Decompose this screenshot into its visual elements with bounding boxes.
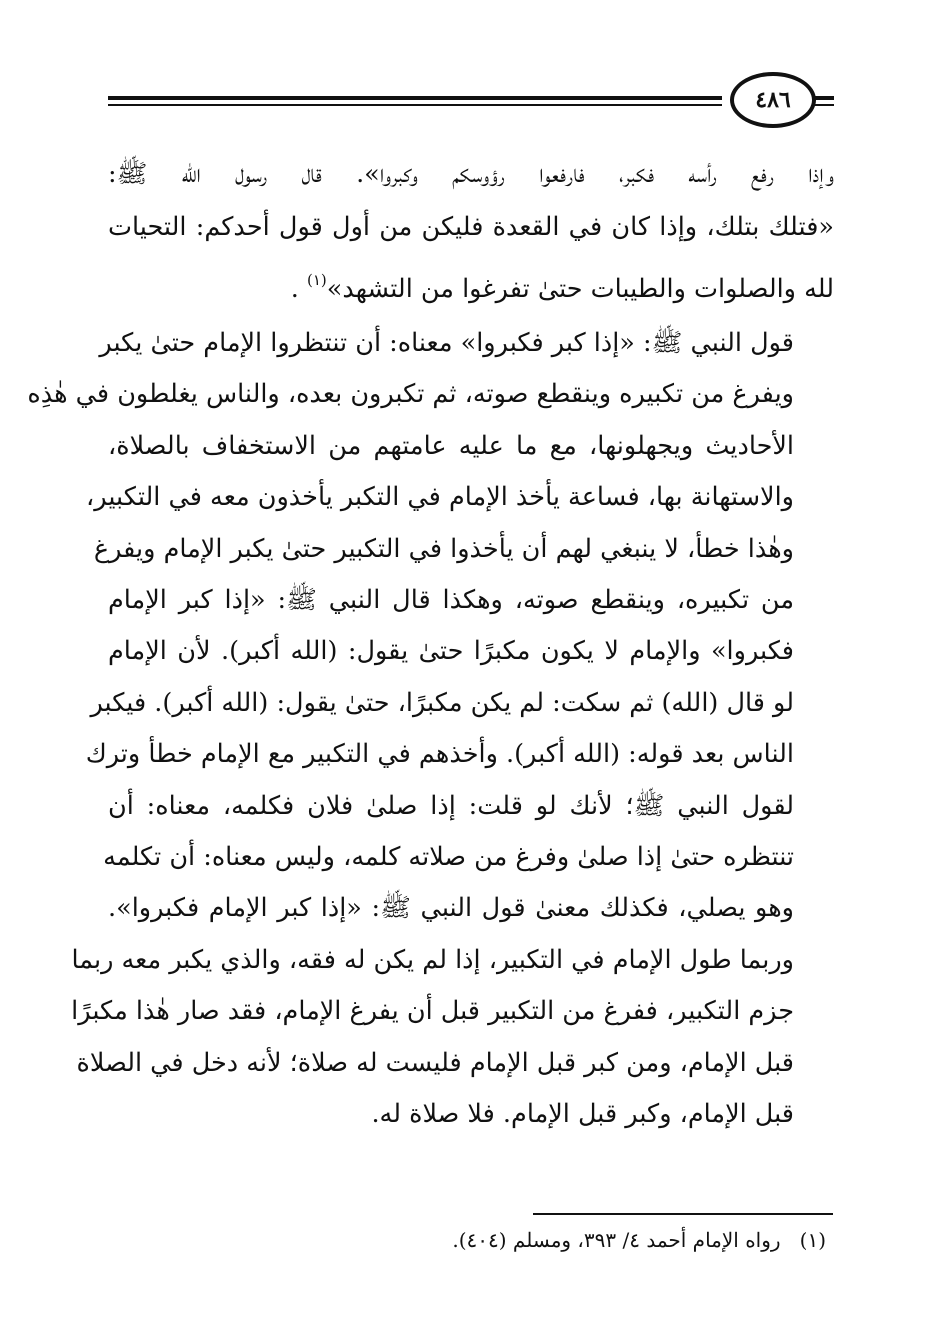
text-line: وهو يصلي، فكذلك معنىٰ قول النبي ﷺ: «إذا كبر الإمام فكبروا». xyxy=(108,893,794,924)
text-line: وإذا رفع رأسه فكبر، فارفعوا رؤوسكم وكبروا». قال رسول الله ﷺ: xyxy=(108,159,834,189)
paragraph-2 xyxy=(27,318,834,1141)
text-line: قبل الإمام، ومن كبر قبل الإمام فليست له صلاة؛ لأنه دخل في الصلاة xyxy=(76,1047,794,1078)
text-line-content: لله والصلوات والطيبات حتىٰ تفرغوا من التشهد» xyxy=(326,274,834,304)
footnote xyxy=(108,1228,826,1252)
text-line: تنتظره حتىٰ إذا صلىٰ وفرغ من صلاته كلمه، وليس معناه: أن تكلمه xyxy=(103,842,794,873)
footnote-marker: (١) xyxy=(799,1228,826,1252)
text-line: وهٰذا خطأ، لا ينبغي لهم أن يأخذوا في التكبير حتىٰ يكبر الإمام ويفرغ xyxy=(93,533,794,564)
text-line: قبل الإمام، وكبر قبل الإمام. فلا صلاة له. xyxy=(371,1099,794,1130)
page-number-ornament xyxy=(730,72,816,128)
text-line: الأحاديث ويجهلونها، مع ما عليه عامتهم من الاستخفاف بالصلاة، xyxy=(108,430,794,461)
text-line: قول النبي ﷺ: «إذا كبر فكبروا» معناه: أن تنتظروا الإمام حتىٰ يكبر xyxy=(99,328,794,358)
header-rule-thick xyxy=(108,96,722,100)
text-line: فكبروا» والإمام لا يكون مكبرًا حتىٰ يقول: (الله أكبر). لأن الإمام xyxy=(108,636,794,667)
text-line: لو قال (الله) ثم سكت: لم يكن مكبرًا، حتىٰ يقول: (الله أكبر). فيكبر xyxy=(90,687,794,718)
text-line xyxy=(108,254,834,316)
footnote-text: رواه الإمام أحمد ٤/ ٣٩٣، ومسلم (٤٠٤). xyxy=(452,1228,781,1252)
text-line: والاستهانة بها، فساعة يأخذ الإمام في التكبر يأخذون معه في التكبير، xyxy=(86,482,794,513)
footnote-separator xyxy=(533,1213,833,1215)
text-line: ويفرغ من تكبيره وينقطع صوته، ثم تكبرون بعده، والناس يغلطون في هٰذِه xyxy=(27,379,794,410)
text-line: لقول النبي ﷺ؛ لأنك لو قلت: إذا صلىٰ فلان فكلمه، معناه: أن xyxy=(108,790,794,821)
text-line: جزم التكبير، ففرغ من التكبير قبل أن يفرغ الإمام، فقد صار هٰذا مكبرًا xyxy=(71,996,794,1027)
page-number: ٤٨٦ xyxy=(755,87,791,113)
header-rule-thin xyxy=(108,104,722,106)
footnote-reference[interactable]: (١) xyxy=(306,271,327,289)
paragraph-1 xyxy=(108,148,834,316)
line-end-punctuation: . xyxy=(290,274,307,304)
text-line: «فتلك بتلك، وإذا كان في القعدة فليكن من أول قول أحدكم: التحيات xyxy=(108,212,834,242)
text-line: الناس بعد قوله: (الله أكبر). وأخذهم في التكبير مع الإمام خطأ وترك xyxy=(85,739,794,770)
text-line: وربما طول الإمام في التكبير، إذا لم يكن له فقه، والذي يكبر معه ربما xyxy=(71,944,794,975)
page-header xyxy=(108,72,834,132)
text-line: من تكبيره، وينقطع صوته، وهكذا قال النبي ﷺ: «إذا كبر الإمام xyxy=(108,585,794,616)
